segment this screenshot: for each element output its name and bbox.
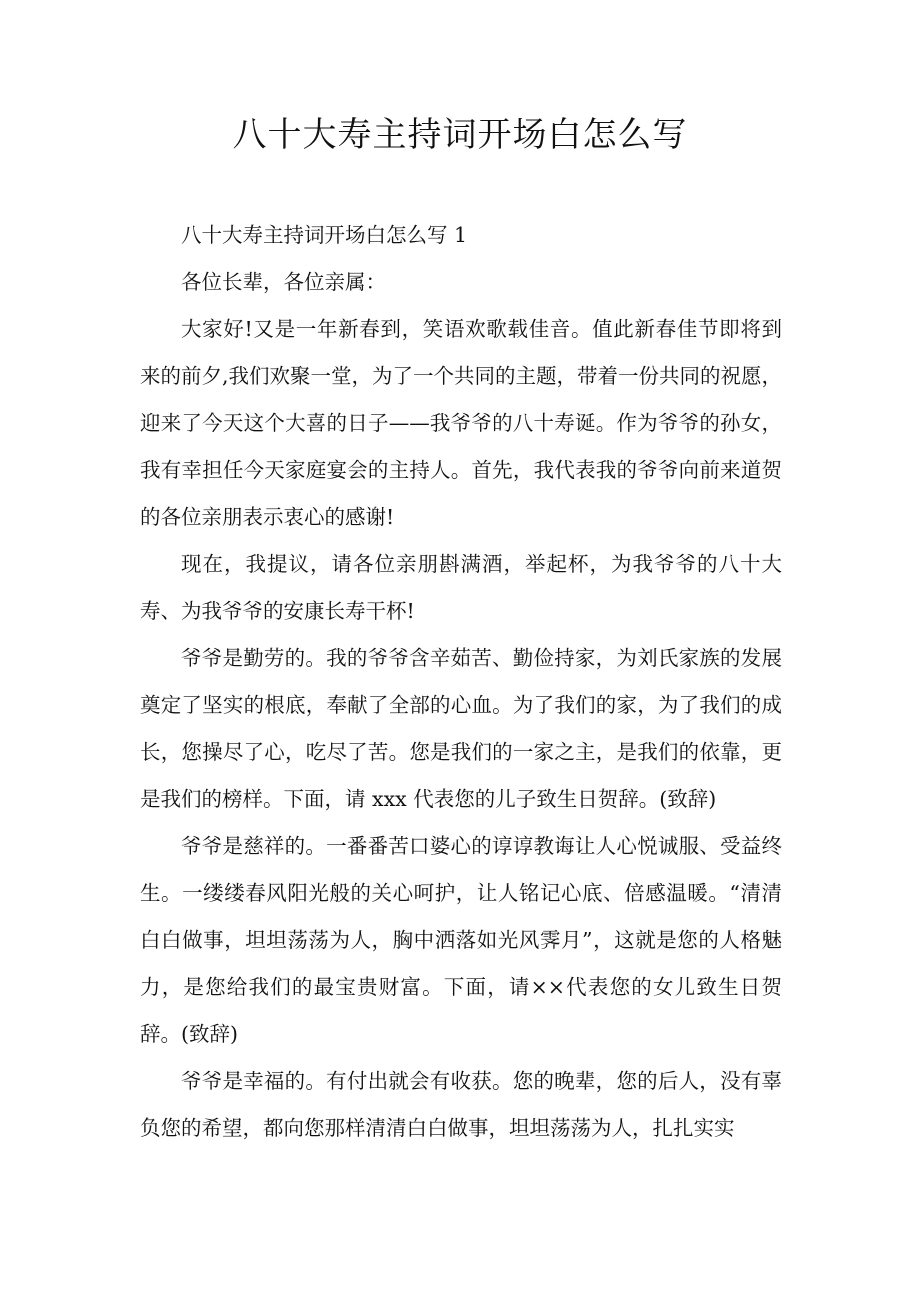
salutation-paragraph: 各位长辈，各位亲属： — [181, 270, 386, 294]
body-paragraph: 爷爷是慈祥的。一番番苦口婆心的谆谆教诲让人心悦诚服、受益终生。一缕缕春风阳光般的关心呵护，让人铭记心底、倍感温暖。“清清白白做事，坦坦荡荡为人，胸中洒落如光风霁月”，这就是您的人格魅力，是您给我们的最宝贵财富。下面，请××代表您的女儿致生日贺辞。(致辞) — [140, 834, 782, 1046]
body-paragraph: 现在，我提议，请各位亲朋斟满酒，举起杯，为我爷爷的八十大寿、为我爷爷的安康长寿干杯! — [140, 552, 782, 623]
body-paragraph: 爷爷是勤劳的。我的爷爷含辛茹苦、勤俭持家，为刘氏家族的发展奠定了坚实的根底，奉献了全部的心血。为了我们的家，为了我们的成长，您操尽了心，吃尽了苦。您是我们的一家之主，是我们的依靠，更是我们的榜样。下面，请 xxx 代表您的儿子致生日贺辞。(致辞) — [140, 646, 782, 811]
document-body — [140, 212, 782, 1152]
body-paragraph: 爷爷是幸福的。有付出就会有收获。您的晚辈，您的后人，没有辜负您的希望，都向您那样清清白白做事，坦坦荡荡为人，扎扎实实 — [140, 1069, 782, 1140]
page-title: 八十大寿主持词开场白怎么写 — [232, 115, 688, 155]
body-paragraph: 大家好!又是一年新春到，笑语欢歌载佳音。值此新春佳节即将到来的前夕,我们欢聚一堂，为了一个共同的主题，带着一份共同的祝愿，迎来了今天这个大喜的日子——我爷爷的八十寿诞。作为爷爷的孙女，我有幸担任今天家庭宴会的主持人。首先，我代表我的爷爷向前来道贺的各位亲朋表示衷心的感谢! — [140, 317, 783, 529]
section-heading: 八十大寿主持词开场白怎么写 1 — [181, 223, 468, 247]
